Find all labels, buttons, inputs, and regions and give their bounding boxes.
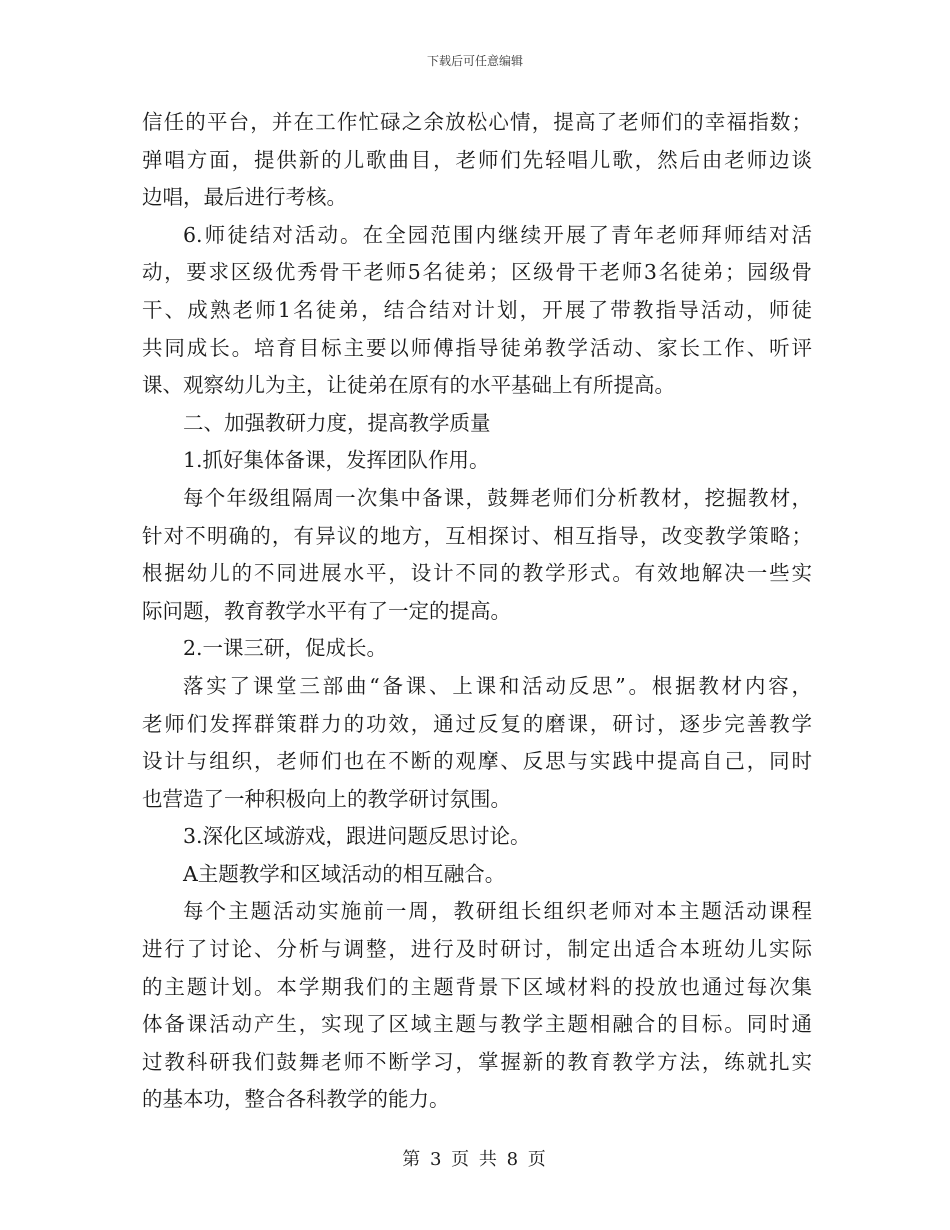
text-line: 信任的平台，并在工作忙碌之余放松心情，提高了老师们的幸福指数；	[142, 110, 812, 134]
text-line: 3.深化区域游戏，跟进问题反思讨论。	[183, 824, 531, 849]
text-line: 每个主题活动实施前一周，教研组长组织老师对本主题活动课程	[183, 899, 812, 924]
text-line: 根据幼儿的不同进展水平，设计不同的教学形式。有效地解决一些实	[142, 561, 812, 586]
page-header: 下载后可任意编辑	[426, 54, 523, 68]
text-line: 共同成长。培育目标主要以师傅指导徒弟教学活动、家长工作、听评	[142, 335, 812, 360]
page-number: 第 3 页 共 8 页	[402, 1149, 548, 1170]
text-line: 设计与组织，老师们也在不断的观摩、反思与实践中提高自己，同时	[142, 749, 812, 774]
text-line: 边唱，最后进行考核。	[142, 185, 347, 210]
text-line: 进行了讨论、分析与调整，进行及时研讨，制定出适合本班幼儿实际	[142, 937, 812, 962]
text-line: 1.抓好集体备课，发挥团队作用。	[183, 448, 490, 473]
text-line: 落实了课堂三部曲“备课、上课和活动反思”。根据教材内容，	[183, 673, 812, 698]
text-line: 动，要求区级优秀骨干老师5名徒弟；区级骨干老师3名徒弟；园级骨	[142, 260, 812, 285]
text-line: 二、加强教研力度，提高教学质量	[183, 410, 491, 435]
text-line: 每个年级组隔周一次集中备课，鼓舞老师们分析教材，挖掘教材，	[183, 485, 812, 510]
text-line: 干、成熟老师1名徒弟，结合结对计划，开展了带教指导活动，师徒	[142, 297, 812, 322]
text-line: 过教科研我们鼓舞老师不断学习，掌握新的教育教学方法，练就扎实	[142, 1049, 812, 1074]
text-line: 6.师徒结对活动。在全园范围内继续开展了青年老师拜师结对活	[183, 222, 812, 247]
text-line: 的主题计划。本学期我们的主题背景下区域材料的投放也通过每次集	[142, 974, 812, 999]
text-line: 针对不明确的，有异议的地方，互相探讨、相互指导，改变教学策略；	[142, 523, 812, 548]
text-line: 弹唱方面，提供新的儿歌曲目，老师们先轻唱儿歌，然后由老师边谈	[142, 147, 812, 172]
text-line: 体备课活动产生，实现了区域主题与教学主题相融合的目标。同时通	[142, 1012, 812, 1037]
text-line: 课、观察幼儿为主，让徒弟在原有的水平基础上有所提高。	[142, 373, 675, 398]
text-line: 老师们发挥群策群力的功效，通过反复的磨课，研讨，逐步完善教学	[142, 711, 812, 736]
text-line: A主题教学和区域活动的相互融合。	[183, 861, 506, 886]
text-line: 的基本功，整合各科教学的能力。	[142, 1087, 450, 1112]
text-line: 际问题，教育教学水平有了一定的提高。	[142, 598, 511, 623]
text-line: 2.一课三研，促成长。	[183, 636, 388, 661]
text-line: 也营造了一种积极向上的教学研讨氛围。	[142, 786, 511, 811]
document-body	[142, 104, 812, 1119]
